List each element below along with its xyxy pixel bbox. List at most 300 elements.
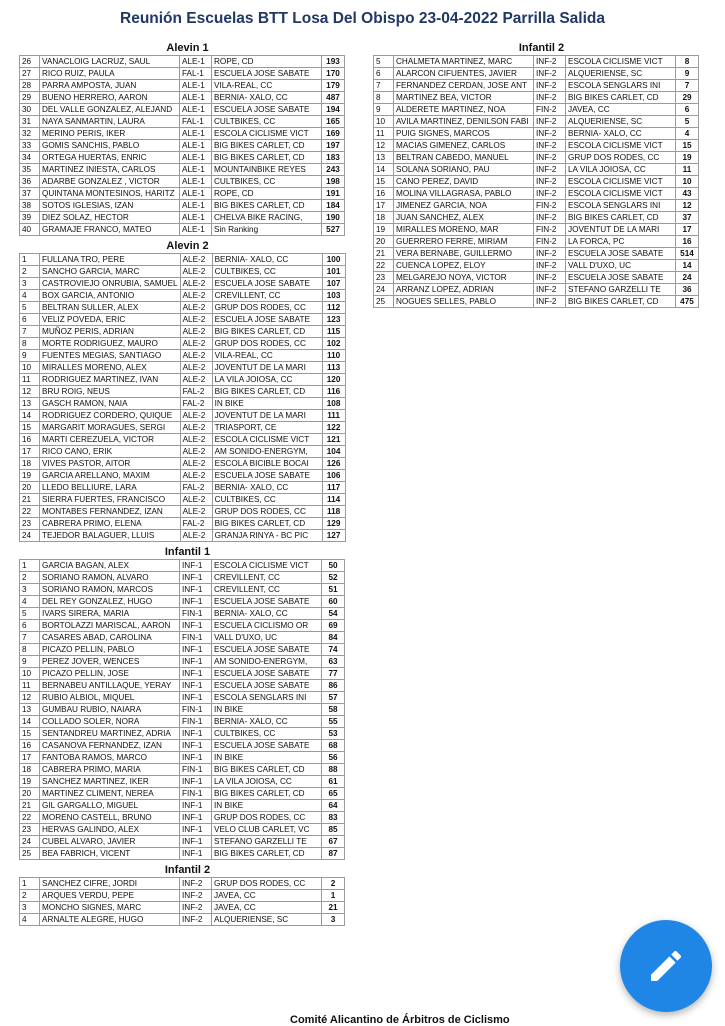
grid-position: 13 <box>20 398 40 410</box>
bib-number: 69 <box>322 620 345 632</box>
table-row <box>20 254 346 266</box>
bib-number: 58 <box>322 704 345 716</box>
team: LA VILA JOIOSA, CC <box>566 164 676 176</box>
category: ALE-1 <box>180 80 212 92</box>
team: VILA-REAL, CC <box>212 80 322 92</box>
rider-name: IVARS SIRERA, MARIA <box>40 608 180 620</box>
rider-name: COLLADO SOLER, NORA <box>40 716 180 728</box>
table-row <box>374 92 699 104</box>
category: INF-2 <box>534 92 566 104</box>
category: FIN-1 <box>180 788 212 800</box>
category: INF-2 <box>534 176 566 188</box>
bib-number: 4 <box>676 128 699 140</box>
table-row <box>20 386 346 398</box>
grid-position: 15 <box>20 728 40 740</box>
team: ESCUELA JOSE SABATE <box>212 596 322 608</box>
rider-name: CUENCA LOPEZ, ELOY <box>394 260 534 272</box>
bib-number: 110 <box>322 350 345 362</box>
rider-name: ORTEGA HUERTAS, ENRIC <box>40 152 180 164</box>
grid-position: 18 <box>20 458 40 470</box>
category: FAL-2 <box>180 482 212 494</box>
grid-position: 2 <box>20 890 40 902</box>
team: GRUP DOS RODES, CC <box>566 152 676 164</box>
grid-position: 12 <box>20 386 40 398</box>
bib-number: 514 <box>676 248 699 260</box>
rider-name: AVILA MARTINEZ, DENILSON FABI <box>394 116 534 128</box>
team: IN BIKE <box>212 704 322 716</box>
rider-name: MARGARIT MORAGUES, SERGI <box>40 422 181 434</box>
bib-number: 111 <box>322 410 345 422</box>
team: LA VILA JOIOSA, CC <box>212 776 322 788</box>
table-row <box>20 224 345 236</box>
table-row <box>20 812 345 824</box>
table-row <box>20 212 345 224</box>
bib-number: 169 <box>322 128 345 140</box>
rider-name: MACIAS GIMENEZ, CARLOS <box>394 140 534 152</box>
team: GRUP DOS RODES, CC <box>212 506 322 518</box>
bib-number: 14 <box>676 260 699 272</box>
bib-number: 74 <box>322 644 345 656</box>
grid-position: 4 <box>20 596 40 608</box>
rider-name: VIVES PASTOR, AITOR <box>40 458 181 470</box>
rider-name: HERVAS GALINDO, ALEX <box>40 824 180 836</box>
rider-name: FANTOBA RAMOS, MARCO <box>40 752 180 764</box>
category: FIN-2 <box>534 200 566 212</box>
team: BERNIA- XALO, CC <box>212 92 322 104</box>
team: CREVILLENT, CC <box>212 584 322 596</box>
team: BERNIA- XALO, CC <box>212 482 322 494</box>
team: BIG BIKES CARLET, CD <box>566 296 676 308</box>
team: VELO CLUB CARLET, VC <box>212 824 322 836</box>
grid-position: 39 <box>20 212 40 224</box>
category: ALE-2 <box>180 266 212 278</box>
rider-name: BOX GARCIA, ANTONIO <box>40 290 181 302</box>
category: INF-2 <box>534 248 566 260</box>
bib-number: 115 <box>322 326 345 338</box>
rider-name: ARNALTE ALEGRE, HUGO <box>40 914 180 926</box>
rider-name: MOLINA VILLAGRASA, PABLO <box>394 188 534 200</box>
grid-position: 35 <box>20 164 40 176</box>
category: ALE-2 <box>180 254 212 266</box>
grid-position: 10 <box>374 116 394 128</box>
team: ESCUELA JOSE SABATE <box>566 248 676 260</box>
bib-number: 170 <box>322 68 345 80</box>
rider-name: CHALMETA MARTINEZ, MARC <box>394 56 534 68</box>
grid-position: 1 <box>20 254 40 266</box>
bib-number: 67 <box>322 836 345 848</box>
category: ALE-2 <box>180 290 212 302</box>
rider-name: BEA FABRICH, VICENT <box>40 848 180 860</box>
bib-number: 243 <box>322 164 345 176</box>
edit-button[interactable] <box>620 920 712 1012</box>
rider-name: VELIZ POVEDA, ERIC <box>40 314 181 326</box>
bib-number: 116 <box>322 386 345 398</box>
grid-position: 17 <box>20 446 40 458</box>
table-row <box>20 560 345 572</box>
bib-number: 120 <box>322 374 345 386</box>
table-row <box>20 914 345 926</box>
bib-number: 85 <box>322 824 345 836</box>
grid-position: 11 <box>20 374 40 386</box>
team: BIG BIKES CARLET, CD <box>212 788 322 800</box>
start-grid-table <box>19 253 346 542</box>
category: ALE-1 <box>180 140 212 152</box>
grid-position: 9 <box>374 104 394 116</box>
table-row <box>20 176 345 188</box>
table-row <box>20 338 346 350</box>
grid-position: 11 <box>20 680 40 692</box>
grid-position: 28 <box>20 80 40 92</box>
bib-number: 21 <box>322 902 345 914</box>
rider-name: BERNABEU ANTILLAQUE, YERAY <box>40 680 180 692</box>
bib-number: 12 <box>676 200 699 212</box>
grid-position: 9 <box>20 350 40 362</box>
table-row <box>20 290 346 302</box>
team: BIG BIKES CARLET, CD <box>212 326 322 338</box>
bib-number: 5 <box>676 116 699 128</box>
category: INF-2 <box>534 188 566 200</box>
team: CULTBIKES, CC <box>212 494 322 506</box>
grid-position: 24 <box>20 836 40 848</box>
table-row <box>20 530 346 542</box>
rider-name: ADARBE GONZALEZ , VICTOR <box>40 176 180 188</box>
team: ESCOLA CICLISME VICT <box>566 188 676 200</box>
rider-name: JIMENEZ GARCIA, NOA <box>394 200 534 212</box>
rider-name: MONTABES FERNANDEZ, IZAN <box>40 506 181 518</box>
bib-number: 101 <box>322 266 345 278</box>
team: BERNIA- XALO, CC <box>212 254 322 266</box>
rider-name: MORENO CASTELL, BRUNO <box>40 812 180 824</box>
table-row <box>20 728 345 740</box>
table-row <box>20 266 346 278</box>
table-row <box>374 260 699 272</box>
bib-number: 6 <box>676 104 699 116</box>
category: ALE-2 <box>180 350 212 362</box>
rider-name: GARCIA ARELLANO, MAXIM <box>40 470 181 482</box>
team: JOVENTUT DE LA MARI <box>212 362 322 374</box>
grid-position: 16 <box>20 434 40 446</box>
bib-number: 103 <box>322 290 345 302</box>
category: ALE-1 <box>180 92 212 104</box>
category: FAL-2 <box>180 398 212 410</box>
bib-number: 9 <box>676 68 699 80</box>
grid-position: 21 <box>20 494 40 506</box>
grid-position: 14 <box>374 164 394 176</box>
category: INF-1 <box>180 740 212 752</box>
table-row <box>374 188 699 200</box>
bib-number: 107 <box>322 278 345 290</box>
table-row <box>20 632 345 644</box>
team: ESCOLA CICLISME VICT <box>566 56 676 68</box>
rider-name: GARCIA BAGAN, ALEX <box>40 560 180 572</box>
bib-number: 108 <box>322 398 345 410</box>
team: ESCOLA CICLISME VICT <box>212 128 322 140</box>
grid-position: 7 <box>20 326 40 338</box>
category: INF-1 <box>180 620 212 632</box>
team: TRIASPORT, CE <box>212 422 322 434</box>
table-row <box>374 200 699 212</box>
table-row <box>20 692 345 704</box>
bib-number: 527 <box>322 224 345 236</box>
bib-number: 55 <box>322 716 345 728</box>
bib-number: 24 <box>676 272 699 284</box>
grid-position: 24 <box>20 530 40 542</box>
grid-position: 21 <box>20 800 40 812</box>
table-row <box>20 800 345 812</box>
table-row <box>374 116 699 128</box>
category: FAL-2 <box>180 386 212 398</box>
table-row <box>20 776 345 788</box>
category: ALE-1 <box>180 164 212 176</box>
team: IN BIKE <box>212 752 322 764</box>
bib-number: 8 <box>676 56 699 68</box>
category: ALE-2 <box>180 314 212 326</box>
table-row <box>20 824 345 836</box>
grid-position: 31 <box>20 116 40 128</box>
rider-name: BELTRAN CABEDO, MANUEL <box>394 152 534 164</box>
grid-position: 25 <box>374 296 394 308</box>
grid-position: 26 <box>20 56 40 68</box>
bib-number: 127 <box>322 530 345 542</box>
bib-number: 15 <box>676 140 699 152</box>
category: INF-1 <box>180 596 212 608</box>
table-row <box>20 656 345 668</box>
grid-position: 16 <box>20 740 40 752</box>
category: ALE-2 <box>180 422 212 434</box>
rider-name: MORTE RODRIGUEZ, MAURO <box>40 338 181 350</box>
start-grid-table <box>19 559 345 860</box>
table-row <box>20 644 345 656</box>
bib-number: 86 <box>322 680 345 692</box>
rider-name: SANCHO GARCIA, MARC <box>40 266 181 278</box>
table-row <box>20 608 345 620</box>
grid-position: 2 <box>20 572 40 584</box>
grid-position: 10 <box>20 362 40 374</box>
table-row <box>20 470 346 482</box>
category: INF-1 <box>180 836 212 848</box>
table-row <box>20 56 345 68</box>
grid-position: 40 <box>20 224 40 236</box>
team: VALL D'UXO, UC <box>212 632 322 644</box>
rider-name: MERINO PERIS, IKER <box>40 128 180 140</box>
category: INF-1 <box>180 848 212 860</box>
table-row <box>374 236 699 248</box>
rider-name: FULLANA TRO, PERE <box>40 254 181 266</box>
table-row <box>374 212 699 224</box>
team: LA FORCA, PC <box>566 236 676 248</box>
bib-number: 7 <box>676 80 699 92</box>
category: ALE-1 <box>180 176 212 188</box>
table-row <box>20 350 346 362</box>
team: GRUP DOS RODES, CC <box>212 878 322 890</box>
bib-number: 179 <box>322 80 345 92</box>
bib-number: 10 <box>676 176 699 188</box>
rider-name: NAYA SANMARTIN, LAURA <box>40 116 180 128</box>
bib-number: 191 <box>322 188 345 200</box>
bib-number: 19 <box>676 152 699 164</box>
category: INF-2 <box>180 902 212 914</box>
table-row <box>374 284 699 296</box>
rider-name: QUINTANA MONTESINOS, HARITZ <box>40 188 180 200</box>
category: INF-2 <box>534 152 566 164</box>
category: ALE-2 <box>180 470 212 482</box>
table-row <box>374 80 699 92</box>
rider-name: PEREZ JOVER, WENCES <box>40 656 180 668</box>
rider-name: FERNANDEZ CERDAN, JOSE ANT <box>394 80 534 92</box>
bib-number: 106 <box>322 470 345 482</box>
team: AM SONIDO-ENERGYM, <box>212 446 322 458</box>
rider-name: CASTROVIEJO ONRUBIA, SAMUEL <box>40 278 181 290</box>
group-title: Alevin 2 <box>166 240 209 252</box>
team: GRUP DOS RODES, CC <box>212 338 322 350</box>
team: CULTBIKES, CC <box>212 176 322 188</box>
rider-name: GUERRERO FERRE, MIRIAM <box>394 236 534 248</box>
grid-position: 24 <box>374 284 394 296</box>
team: ESCUELA JOSE SABATE <box>566 272 676 284</box>
page-title: Reunión Escuelas BTT Losa Del Obispo 23-04-2022 Parrilla Salida <box>120 10 605 27</box>
team: CREVILLENT, CC <box>212 290 322 302</box>
category: FIN-1 <box>180 632 212 644</box>
bib-number: 16 <box>676 236 699 248</box>
rider-name: ALARCON CIFUENTES, JAVIER <box>394 68 534 80</box>
bib-number: 184 <box>322 200 345 212</box>
bib-number: 57 <box>322 692 345 704</box>
grid-position: 38 <box>20 200 40 212</box>
team: VALL D'UXO, UC <box>566 260 676 272</box>
rider-name: ALDERETE MARTINEZ, NOA <box>394 104 534 116</box>
race-group <box>19 42 356 236</box>
rider-name: MARTINEZ CLIMENT, NEREA <box>40 788 180 800</box>
bib-number: 54 <box>322 608 345 620</box>
category: INF-2 <box>180 878 212 890</box>
team: CREVILLENT, CC <box>212 572 322 584</box>
grid-position: 23 <box>20 518 40 530</box>
grid-position: 22 <box>20 506 40 518</box>
grid-position: 30 <box>20 104 40 116</box>
category: INF-2 <box>534 284 566 296</box>
table-row <box>374 224 699 236</box>
rider-name: JUAN SANCHEZ, ALEX <box>394 212 534 224</box>
grid-position: 3 <box>20 278 40 290</box>
table-row <box>374 176 699 188</box>
category: ALE-2 <box>180 362 212 374</box>
table-row <box>20 68 345 80</box>
category: INF-1 <box>180 728 212 740</box>
team: BIG BIKES CARLET, CD <box>212 200 322 212</box>
table-row <box>20 434 346 446</box>
rider-name: CASANOVA FERNANDEZ, IZAN <box>40 740 180 752</box>
team: ESCUELA JOSE SABATE <box>212 278 322 290</box>
category: INF-1 <box>180 680 212 692</box>
category: FAL-1 <box>180 116 212 128</box>
grid-position: 15 <box>20 422 40 434</box>
table-row <box>20 704 345 716</box>
bib-number: 83 <box>322 812 345 824</box>
rider-name: SANCHEZ MARTINEZ, IKER <box>40 776 180 788</box>
grid-position: 7 <box>20 632 40 644</box>
race-group <box>19 240 356 542</box>
category: INF-2 <box>534 68 566 80</box>
table-row <box>20 374 346 386</box>
category: INF-1 <box>180 812 212 824</box>
category: FAL-1 <box>180 68 212 80</box>
rider-name: NOGUES SELLES, PABLO <box>394 296 534 308</box>
category: ALE-1 <box>180 104 212 116</box>
start-grid-table <box>19 55 345 236</box>
category: FIN-2 <box>534 236 566 248</box>
team: ESCOLA SENGLARS INI <box>566 200 676 212</box>
bib-number: 36 <box>676 284 699 296</box>
category: INF-2 <box>534 260 566 272</box>
bib-number: 29 <box>676 92 699 104</box>
category: ALE-2 <box>180 278 212 290</box>
grid-position: 18 <box>374 212 394 224</box>
bib-number: 121 <box>322 434 345 446</box>
bib-number: 56 <box>322 752 345 764</box>
rider-name: ARRANZ LOPEZ, ADRIAN <box>394 284 534 296</box>
bib-number: 183 <box>322 152 345 164</box>
team: ESCUELA JOSE SABATE <box>212 104 322 116</box>
grid-position: 33 <box>20 140 40 152</box>
team: CULTBIKES, CC <box>212 728 322 740</box>
team: ESCUELA JOSE SABATE <box>212 644 322 656</box>
bib-number: 63 <box>322 656 345 668</box>
team: Sin Ranking <box>212 224 322 236</box>
table-row <box>20 92 345 104</box>
grid-position: 13 <box>374 152 394 164</box>
team: GRUP DOS RODES, CC <box>212 302 322 314</box>
rider-name: MARTINEZ INIESTA, CARLOS <box>40 164 180 176</box>
category: INF-2 <box>534 80 566 92</box>
table-row <box>20 116 345 128</box>
table-row <box>20 302 346 314</box>
category: INF-1 <box>180 776 212 788</box>
category: ALE-2 <box>180 374 212 386</box>
rider-name: TEJEDOR BALAGUER, LLUIS <box>40 530 181 542</box>
team: BIG BIKES CARLET, CD <box>566 92 676 104</box>
bib-number: 114 <box>322 494 345 506</box>
race-group <box>373 42 710 308</box>
team: STEFANO GARZELLI TE <box>566 284 676 296</box>
bib-number: 197 <box>322 140 345 152</box>
bib-number: 113 <box>322 362 345 374</box>
grid-position: 17 <box>20 752 40 764</box>
bib-number: 50 <box>322 560 345 572</box>
bib-number: 194 <box>322 104 345 116</box>
table-row <box>20 668 345 680</box>
category: ALE-2 <box>180 494 212 506</box>
rider-name: RICO CANO, ERIK <box>40 446 181 458</box>
rider-name: SORIANO RAMON, MARCOS <box>40 584 180 596</box>
bib-number: 1 <box>322 890 345 902</box>
bib-number: 129 <box>322 518 345 530</box>
category: INF-1 <box>180 560 212 572</box>
table-row <box>20 506 346 518</box>
team: JOVENTUT DE LA MARI <box>566 224 676 236</box>
table-row <box>374 68 699 80</box>
table-row <box>20 446 346 458</box>
team: BIG BIKES CARLET, CD <box>212 140 322 152</box>
table-row <box>20 140 345 152</box>
bib-number: 53 <box>322 728 345 740</box>
team: ESCOLA CICLISME VICT <box>566 140 676 152</box>
bib-number: 475 <box>676 296 699 308</box>
team: GRANJA RINYA - BC PIC <box>212 530 322 542</box>
bib-number: 102 <box>322 338 345 350</box>
table-row <box>20 752 345 764</box>
rider-name: RICO RUIZ, PAULA <box>40 68 180 80</box>
rider-name: RODRIGUEZ CORDERO, QUIQUE <box>40 410 181 422</box>
